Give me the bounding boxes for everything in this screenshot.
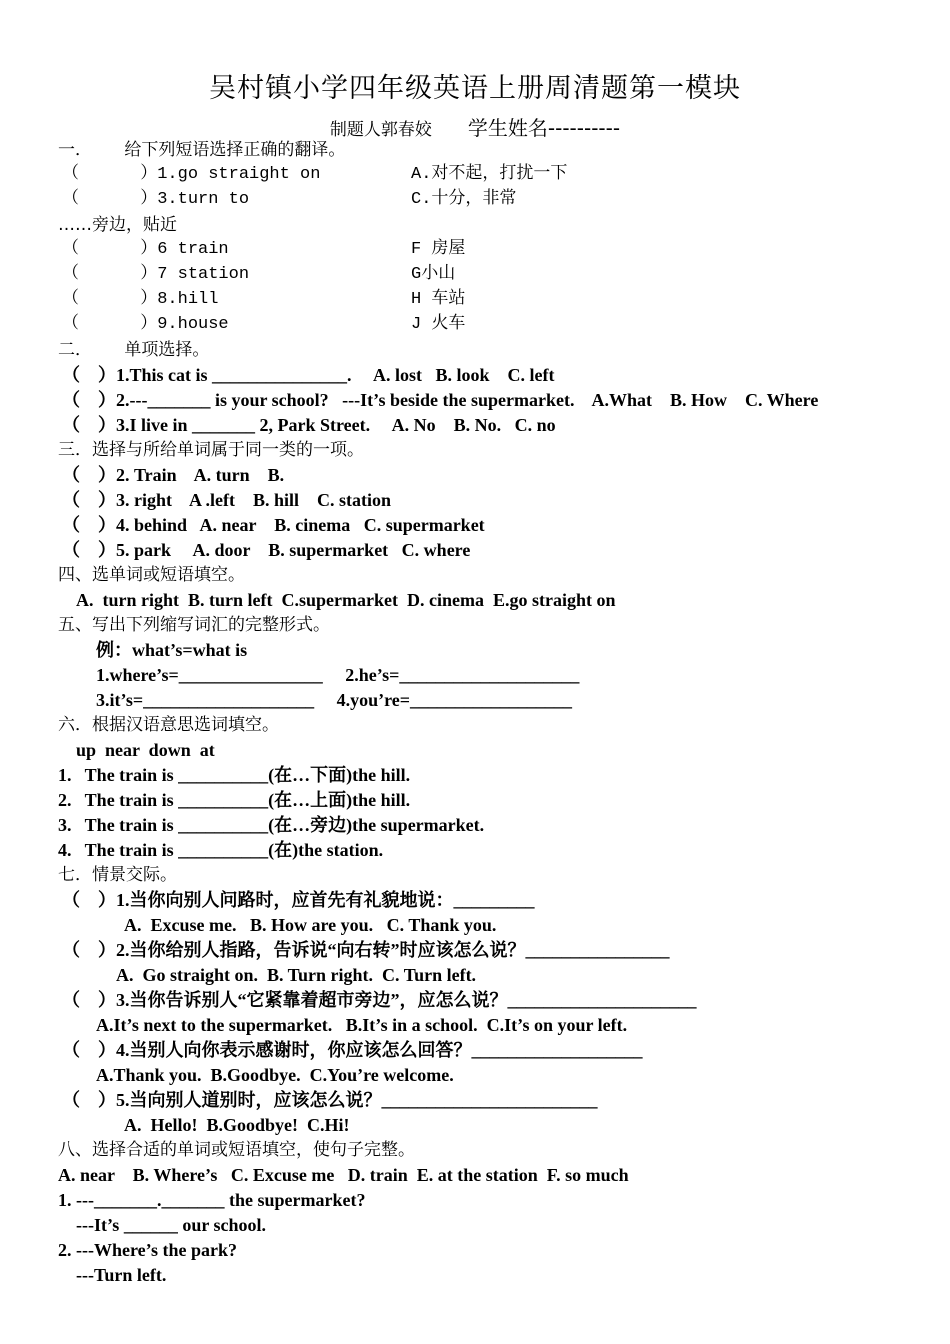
- s2-question-2: （ ）2.---_______ is your school? ---It’s beside the supermarket. A.What B. How C. Where: [62, 390, 819, 410]
- s8-options: A. near B. Where’s C. Excuse me D. train E. at the station F. so much: [58, 1165, 629, 1185]
- s3-question-5: （ ）5. park A. door B. supermarket C. where: [62, 540, 471, 560]
- s1-option-f: F 房屋: [411, 240, 466, 259]
- s3-question-4: （ ）4. behind A. near B. cinema C. supermarket: [62, 515, 485, 535]
- s6-question-1: 1. The train is __________(在…下面)the hill.: [58, 765, 411, 785]
- s7-question-5-options: A. Hello! B.Goodbye! C.Hi!: [124, 1115, 350, 1135]
- s1-option-c-continued: ……旁边，贴近: [58, 215, 177, 235]
- section-8-heading: 八、选择合适的单词或短语填空，使句子完整。: [58, 1140, 415, 1160]
- s7-question-1-options: A. Excuse me. B. How are you. C. Thank you.: [124, 915, 497, 935]
- s7-question-3-options: A.It’s next to the supermarket. B.It’s in a school. C.It’s on your left.: [96, 1015, 628, 1035]
- s7-question-4: （ ）4.当别人向你表示感谢时，你应该怎么回答？___________________: [62, 1040, 643, 1060]
- s4-options: A. turn right B. turn left C.supermarket D. cinema E.go straight on: [76, 590, 616, 610]
- s1-question-6: （ ）6 train: [62, 240, 229, 259]
- s7-question-1: （ ）1.当你向别人问路时，应首先有礼貌地说：_________: [62, 890, 535, 910]
- s8-question-2-answer: ---Turn left.: [76, 1265, 167, 1285]
- page-subtitle: [0, 112, 950, 141]
- s2-question-3: （ ）3.I live in _______ 2, Park Street. A. No B. No. C. no: [62, 415, 556, 435]
- s6-question-3: 3. The train is __________(在…旁边)the supermarket.: [58, 815, 485, 835]
- section-5-heading: 五、写出下列缩写词汇的完整形式。: [58, 615, 330, 635]
- s8-question-1: 1. ---_______._______ the supermarket?: [58, 1190, 366, 1210]
- s1-question-1: （ ）1.go straight on: [62, 165, 321, 184]
- s3-question-3: （ ）3. right A .left B. hill C. station: [62, 490, 392, 510]
- page-title: 吴村镇小学四年级英语上册周清题第一模块: [209, 73, 741, 104]
- section-6-heading: 六．根据汉语意思选词填空。: [58, 715, 279, 735]
- s1-option-a: A.对不起，打扰一下: [411, 165, 568, 184]
- s2-question-1: （ ）1.This cat is _______________. A. lost B. look C. left: [62, 365, 555, 385]
- section-7-heading: 七．情景交际。: [58, 865, 177, 885]
- s1-option-j: J 火车: [411, 315, 466, 334]
- s1-question-9: （ ）9.house: [62, 315, 229, 334]
- s5-row-1: 1.where’s=________________ 2.he’s=____________________: [96, 665, 580, 685]
- s1-question-7: （ ）7 station: [62, 265, 250, 284]
- s1-option-h: H 车站: [411, 290, 466, 309]
- author-label: 制题人郭春姣: [329, 120, 432, 140]
- s1-option-c: C.十分，非常: [411, 190, 517, 209]
- s5-row-2: 3.it’s=___________________ 4.you’re=__________________: [96, 690, 572, 710]
- s1-option-g: G小山: [411, 265, 456, 284]
- s1-question-8: （ ）8.hill: [62, 290, 219, 309]
- student-name-field: 学生姓名----------: [467, 116, 621, 140]
- s7-question-4-options: A.Thank you. B.Goodbye. C.You’re welcome.: [96, 1065, 454, 1085]
- section-4-heading: 四、选单词或短语填空。: [58, 565, 245, 585]
- s7-question-2: （ ）2.当你给别人指路，告诉说“向右转”时应该怎么说？________________: [62, 940, 670, 960]
- s7-question-5: （ ）5.当向别人道别时，应该怎么说？________________________: [62, 1090, 598, 1110]
- s7-question-3: （ ）3.当你告诉别人“它紧靠着超市旁边”，应怎么说？_____________________: [62, 990, 697, 1010]
- s7-question-2-options: A. Go straight on. B. Turn right. C. Turn left.: [116, 965, 477, 985]
- s6-question-2: 2. The train is __________(在…上面)the hill.: [58, 790, 411, 810]
- s8-question-2: 2. ---Where’s the park?: [58, 1240, 237, 1260]
- section-2-heading: 二． 单项选择。: [58, 340, 210, 360]
- s3-question-2: （ ）2. Train A. turn B.: [62, 465, 285, 485]
- section-3-heading: 三．选择与所给单词属于同一类的一项。: [58, 440, 364, 460]
- s1-question-3: （ ）3.turn to: [62, 190, 250, 209]
- section-1-heading: 一． 给下列短语选择正确的翻译。: [58, 140, 346, 160]
- s5-example: 例：what’s=what is: [96, 640, 248, 660]
- s8-question-1-answer: ---It’s ______ our school.: [76, 1215, 266, 1235]
- s6-question-4: 4. The train is __________(在)the station.: [58, 840, 384, 860]
- s6-word-bank: up near down at: [76, 740, 215, 760]
